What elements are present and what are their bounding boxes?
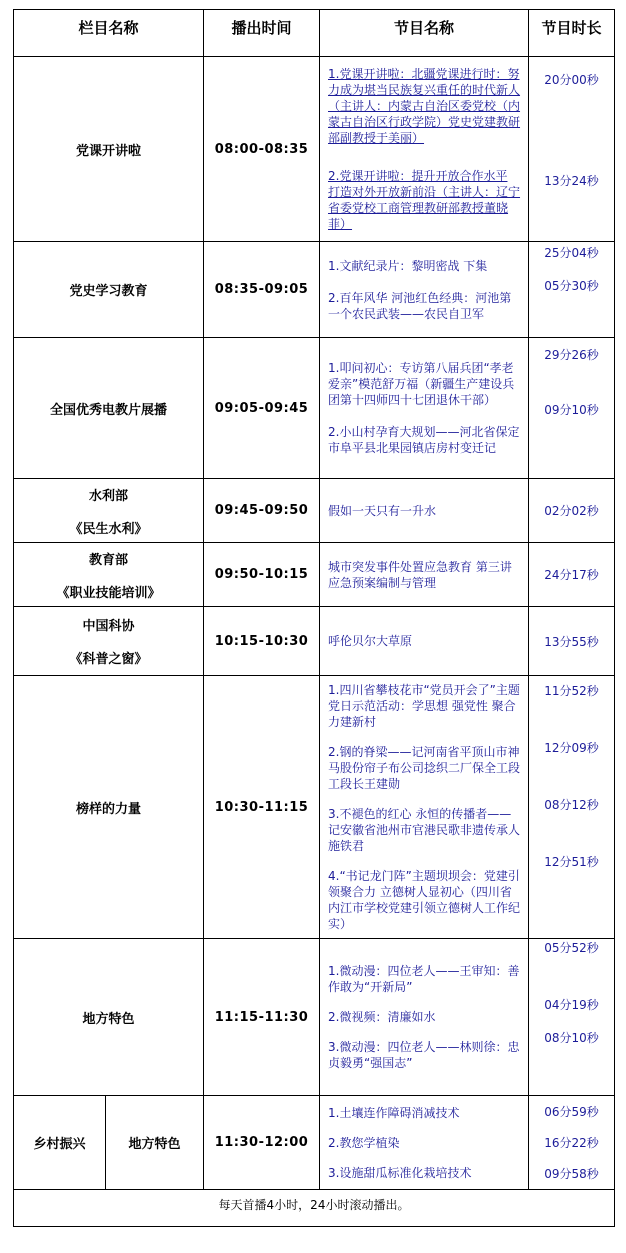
air-time: 08:00-08:35 <box>204 57 320 242</box>
header-row <box>14 10 615 57</box>
table-row <box>14 338 615 479</box>
table-row <box>14 676 615 939</box>
table-row <box>14 543 615 607</box>
column-line: 《民生水利》 <box>69 521 148 537</box>
column-line: 《职业技能培训》 <box>56 585 161 601</box>
column-line: 教育部 <box>89 552 129 568</box>
duration: 08分12秒 <box>544 798 599 812</box>
program-link[interactable]: 2.党课开讲啦：提升开放合作水平 打造对外开放新前沿（主讲人：辽宁省委党校工商管理教研部教授董晓菲） <box>328 169 521 231</box>
program-list <box>320 57 529 242</box>
air-time: 10:30-11:15 <box>204 676 320 939</box>
column-name: 党课开讲啦 <box>14 57 204 242</box>
duration: 02分02秒 <box>544 504 599 518</box>
column-name-a: 乡村振兴 <box>14 1096 106 1190</box>
program-item: 2.教您学植染 <box>328 1135 400 1150</box>
duration: 16分22秒 <box>544 1136 599 1150</box>
air-time: 11:15-11:30 <box>204 939 320 1096</box>
program-item: 假如一天只有一升水 <box>328 503 437 518</box>
program-list <box>320 676 529 939</box>
header-program-name: 节目名称 <box>320 10 529 57</box>
table-row <box>14 607 615 676</box>
duration: 09分58秒 <box>544 1167 599 1181</box>
duration: 12分09秒 <box>544 741 599 755</box>
duration-cell <box>529 242 615 338</box>
duration-cell <box>529 338 615 479</box>
duration: 08分10秒 <box>544 1031 599 1045</box>
column-line: 《科普之窗》 <box>69 652 148 667</box>
program-item: 1.文献纪录片：黎明密战 下集 <box>328 258 488 273</box>
column-name: 全国优秀电教片展播 <box>14 338 204 479</box>
duration-cell <box>529 543 615 607</box>
air-time: 09:05-09:45 <box>204 338 320 479</box>
duration: 11分52秒 <box>544 684 599 698</box>
duration: 06分59秒 <box>544 1105 599 1119</box>
header-air-time: 播出时间 <box>204 10 320 57</box>
duration: 05分30秒 <box>544 279 599 293</box>
program-item: 3.设施甜瓜标准化栽培技术 <box>328 1165 472 1180</box>
duration: 29分26秒 <box>544 348 599 362</box>
column-name: 党史学习教育 <box>14 242 204 338</box>
duration: 09分10秒 <box>544 403 599 417</box>
program-item: 1.微动漫：四位老人——王审知：善作敢为“开新局” <box>328 964 520 994</box>
program-list <box>320 607 529 676</box>
program-link[interactable]: 1.党课开讲啦：北疆党课进行时：努力成为堪当民族复兴重任的时代新人（主讲人：内蒙古自治区委党校（内蒙古自治区行政学院）党史党建教研部副教授于美丽） <box>328 67 521 145</box>
duration: 25分04秒 <box>544 246 599 260</box>
program-item: 3.不褪色的红心 永恒的传播者——记安徽省池州市官港民歌非遗传承人施铁君 <box>328 807 521 853</box>
duration-cell <box>529 676 615 939</box>
column-line: 水利部 <box>89 488 129 504</box>
program-item: 城市突发事件处置应急教育 第三讲 应急预案编制与管理 <box>328 559 512 590</box>
duration: 04分19秒 <box>544 998 599 1012</box>
column-name: 地方特色 <box>14 939 204 1096</box>
air-time: 10:15-10:30 <box>204 607 320 676</box>
footer-row <box>14 1190 615 1227</box>
header-column-name: 栏目名称 <box>14 10 204 57</box>
column-line: 中国科协 <box>82 619 135 634</box>
schedule-table <box>13 9 615 1227</box>
program-list <box>320 543 529 607</box>
program-item: 2.小山村孕育大规划——河北省保定市阜平县北果园镇店房村变迁记 <box>328 425 520 455</box>
air-time: 09:50-10:15 <box>204 543 320 607</box>
program-item: 1.叩问初心：专访第八届兵团“孝老爱亲”模范舒万福（新疆生产建设兵团第十四师四十七团退休干部） <box>328 361 515 407</box>
column-name: 榜样的力量 <box>14 676 204 939</box>
footer-text: 每天首播4小时，24小时滚动播出。 <box>218 1198 410 1212</box>
duration-cell <box>529 1096 615 1190</box>
program-item: 2.百年风华 河池红色经典：河池第一个农民武装——农民自卫军 <box>328 290 512 321</box>
program-item: 3.微动漫：四位老人——林则徐：忠贞毅勇“强国志” <box>328 1040 520 1070</box>
air-time: 08:35-09:05 <box>204 242 320 338</box>
duration-cell <box>529 57 615 242</box>
program-list <box>320 338 529 479</box>
table-row <box>14 1096 615 1190</box>
air-time: 11:30-12:00 <box>204 1096 320 1190</box>
column-name <box>14 479 204 543</box>
program-item: 4.“书记龙门阵”主题坝坝会：党建引领聚合力 立德树人显初心（四川省内江市学校党建引领立德树人工作纪实） <box>328 869 521 931</box>
duration-cell <box>529 939 615 1096</box>
duration: 13分55秒 <box>544 634 599 649</box>
duration-cell <box>529 479 615 543</box>
program-list <box>320 242 529 338</box>
duration: 12分51秒 <box>544 855 599 869</box>
footer-note <box>14 1190 615 1227</box>
duration: 05分52秒 <box>544 941 599 955</box>
program-item: 1.四川省攀枝花市“党员开会了”主题党日示范活动：学思想 强党性 聚合力建新村 <box>328 683 520 729</box>
program-list <box>320 1096 529 1190</box>
duration: 20分00秒 <box>544 73 599 87</box>
air-time: 09:45-09:50 <box>204 479 320 543</box>
program-list <box>320 479 529 543</box>
program-item: 1.土壤连作障碍消减技术 <box>328 1105 460 1120</box>
column-name <box>14 607 204 676</box>
table-row <box>14 242 615 338</box>
column-name-b: 地方特色 <box>106 1096 204 1190</box>
table-row <box>14 479 615 543</box>
duration: 13分24秒 <box>544 174 599 188</box>
program-item: 2.微视频：清廉如水 <box>328 1010 436 1024</box>
duration-cell <box>529 607 615 676</box>
table-row <box>14 939 615 1096</box>
program-list <box>320 939 529 1096</box>
program-item: 呼伦贝尔大草原 <box>328 634 413 648</box>
duration: 24分17秒 <box>544 568 599 582</box>
table-row <box>14 57 615 242</box>
header-duration: 节目时长 <box>529 10 615 57</box>
program-item: 2.钢的脊梁——记河南省平顶山市神马股份帘子布公司捻织二厂保全工段工段长王建勋 <box>328 745 521 791</box>
column-name <box>14 543 204 607</box>
